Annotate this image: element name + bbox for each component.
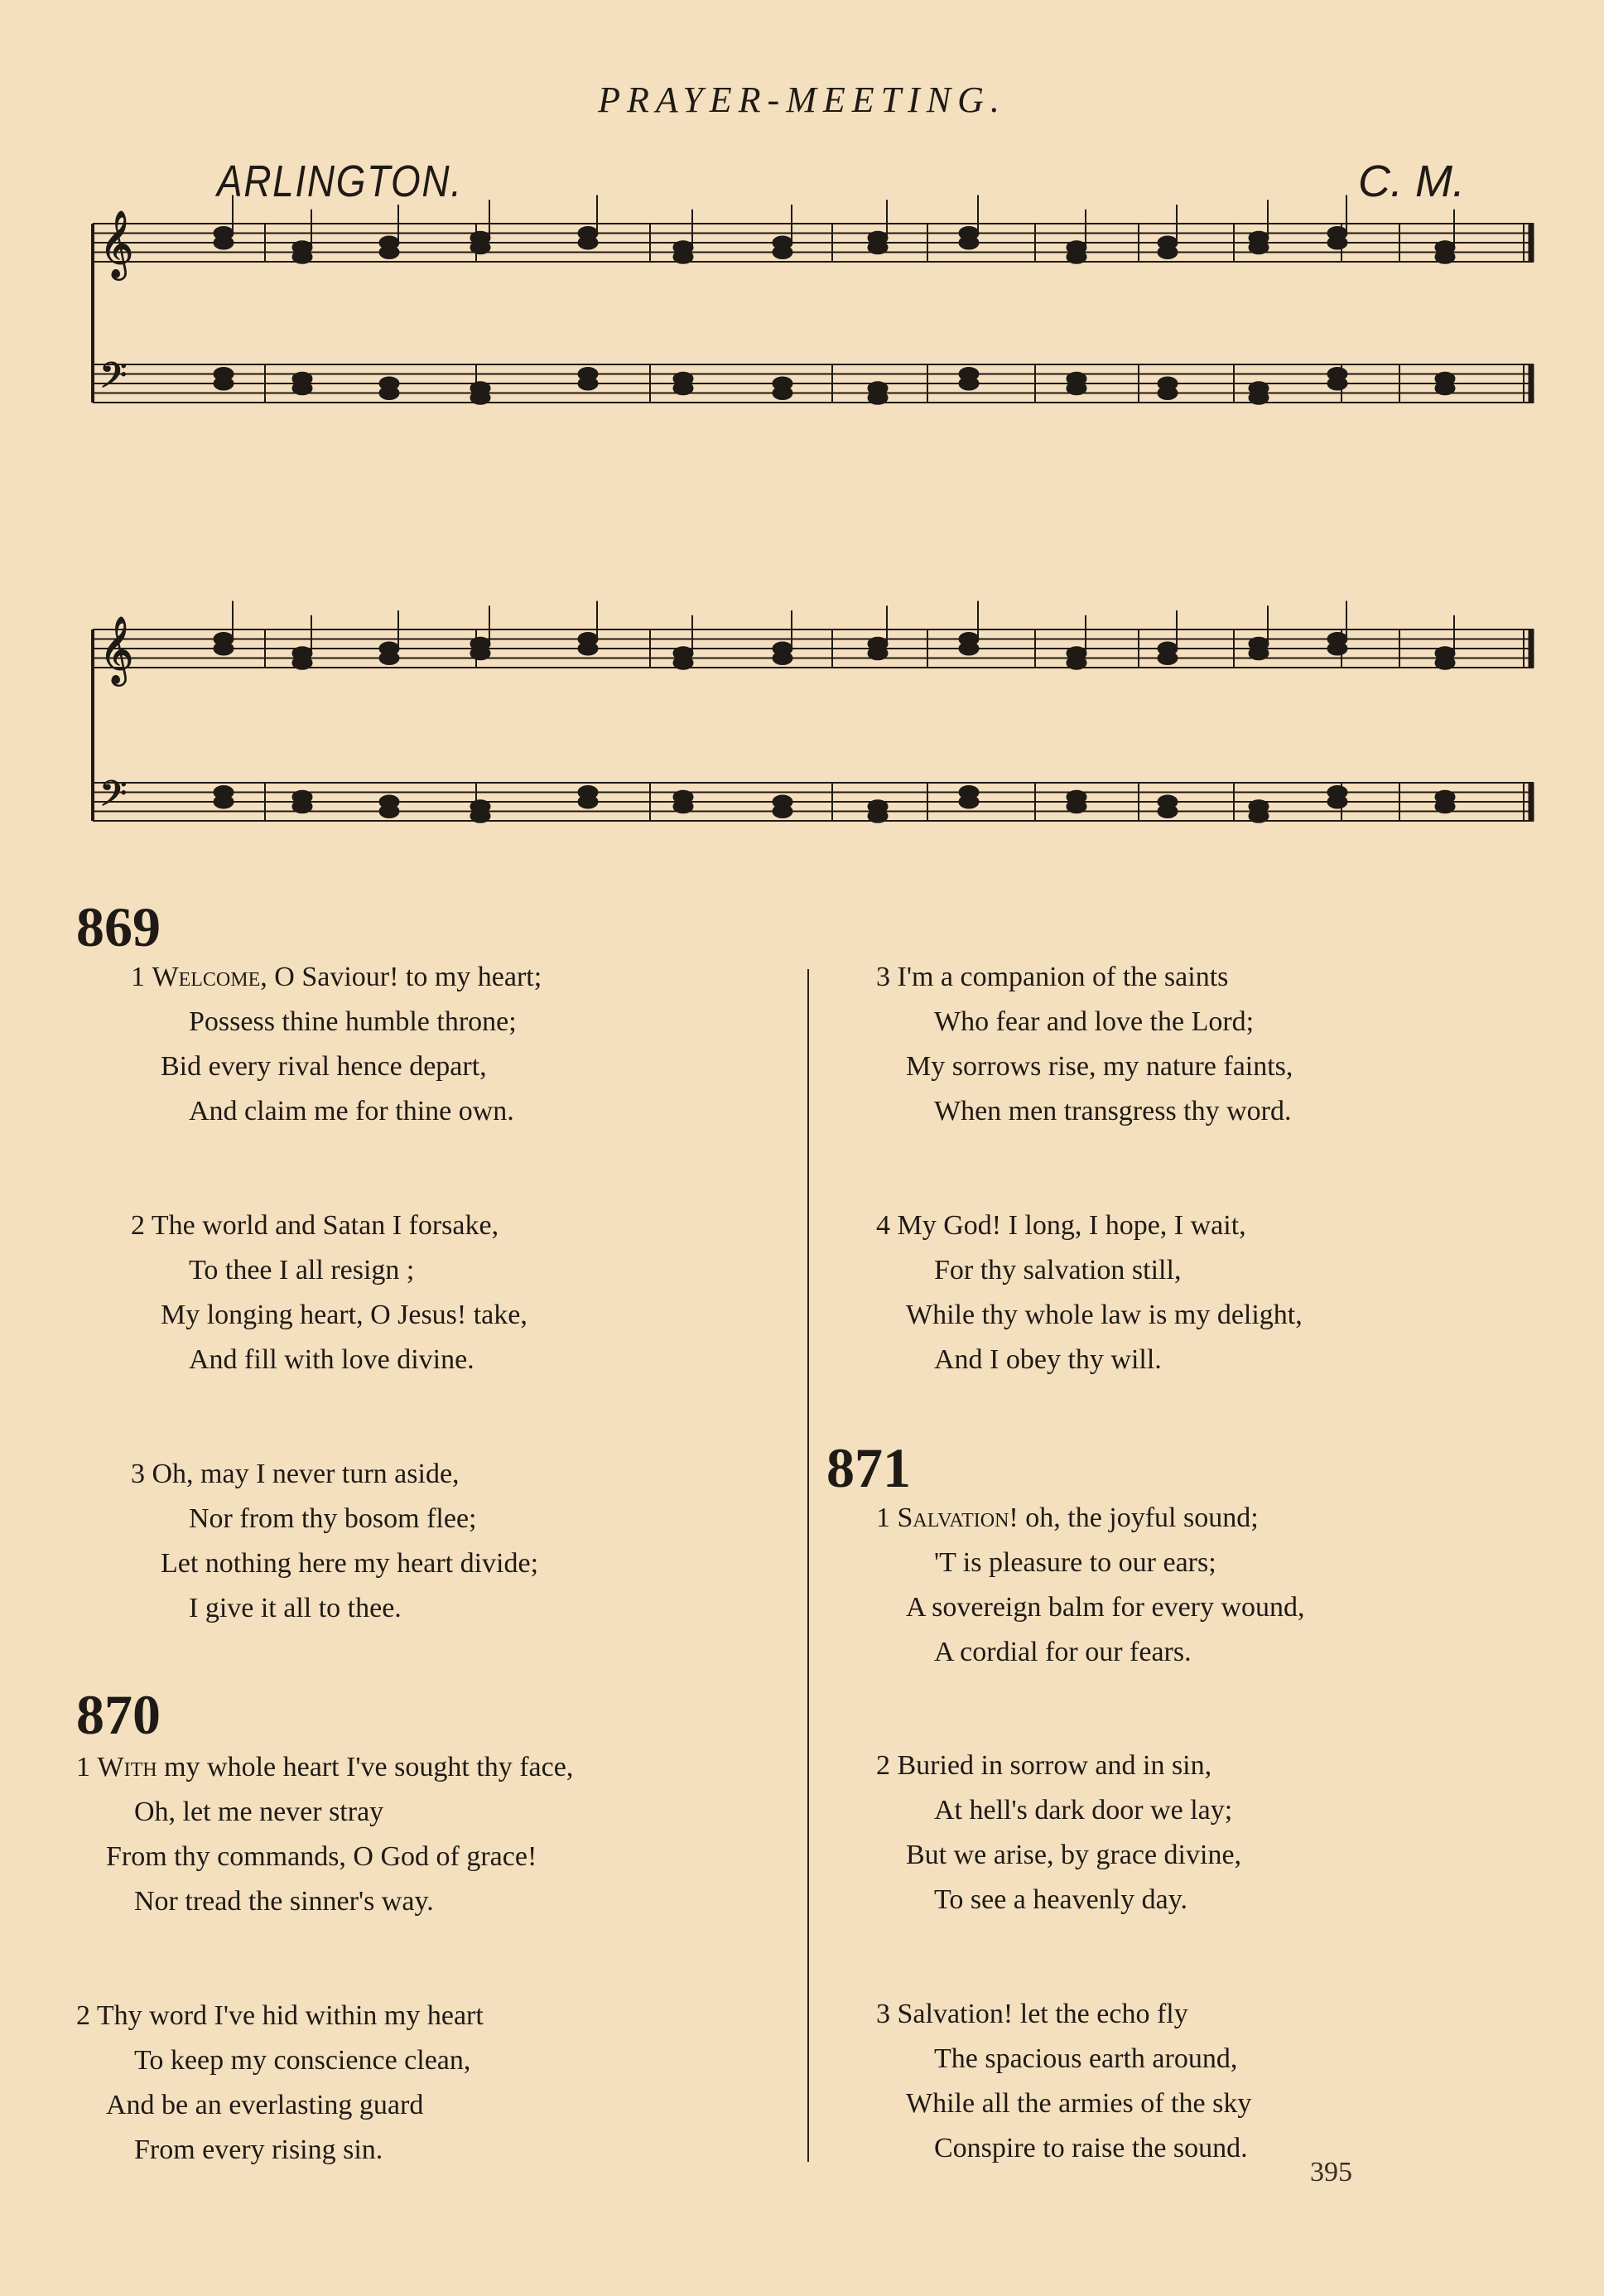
stanza-line: Nor from thy bosom flee; xyxy=(189,1503,477,1534)
note-head xyxy=(1327,377,1347,390)
note-head xyxy=(1158,246,1178,259)
note-head xyxy=(292,382,312,395)
note-head xyxy=(1158,387,1178,400)
note-head xyxy=(470,647,490,660)
note-head xyxy=(292,250,312,263)
stanza-first-line xyxy=(876,1744,1241,1788)
page-number: 395 xyxy=(1310,2157,1352,2187)
stanza-first-line xyxy=(76,1994,484,2038)
stanza xyxy=(131,1452,538,1631)
stanza-first-line xyxy=(76,1745,573,1790)
stanza-line-text: Buried in sorrow and in sin, xyxy=(897,1750,1212,1781)
stanza xyxy=(876,1203,1303,1382)
column-divider xyxy=(807,969,809,2162)
note-head xyxy=(578,795,598,808)
stanza-lead-word: Salvation! xyxy=(897,1503,1019,1533)
stanza-number: 3 xyxy=(876,1999,890,2029)
stanza-line: Nor tread the sinner's way. xyxy=(134,1886,434,1917)
treble-clef-icon: 𝄞 xyxy=(99,615,134,683)
note-head xyxy=(1067,250,1086,263)
stanza-line: To thee I all resign ; xyxy=(189,1255,415,1285)
stanza-number: 2 xyxy=(131,1210,145,1241)
note-head xyxy=(773,652,792,665)
stanza-line: I give it all to thee. xyxy=(189,1593,402,1623)
bass-clef-icon: 𝄢 xyxy=(99,774,128,823)
note-head xyxy=(1067,800,1086,813)
note-head xyxy=(214,642,234,655)
stanza-number: 2 xyxy=(876,1750,890,1781)
note-head xyxy=(470,391,490,404)
stanza-lead-word: With xyxy=(97,1752,157,1782)
hymn-number-870: 870 xyxy=(76,1683,161,1746)
note-head xyxy=(773,387,792,400)
stanza-line: From thy commands, O God of grace! xyxy=(106,1841,537,1872)
stanza-line: For thy salvation still, xyxy=(934,1255,1182,1285)
note-head xyxy=(1435,382,1455,395)
stanza-number: 3 xyxy=(876,962,890,992)
stanza-line: When men transgress thy word. xyxy=(934,1096,1292,1126)
stanza-line: Bid every rival hence depart, xyxy=(161,1051,487,1082)
note-head xyxy=(1249,391,1269,404)
stanza-line: The spacious earth around, xyxy=(934,2043,1238,2074)
stanza-line: Let nothing here my heart divide; xyxy=(161,1548,539,1579)
stanza-line: To see a heavenly day. xyxy=(934,1884,1187,1915)
note-head xyxy=(1327,642,1347,655)
note-head xyxy=(578,642,598,655)
stanza-line: And I obey thy will. xyxy=(934,1344,1162,1375)
bass-clef-icon: 𝄢 xyxy=(99,355,128,405)
stanza-line-text: The world and Satan I forsake, xyxy=(151,1210,499,1241)
note-head xyxy=(868,809,888,822)
stanza-line: Conspire to raise the sound. xyxy=(934,2133,1248,2163)
stanza-first-line xyxy=(131,955,542,1000)
stanza-first-line xyxy=(876,1992,1251,2037)
note-head xyxy=(673,800,693,813)
stanza-line-text: my whole heart I've sought thy face, xyxy=(157,1752,574,1782)
note-head xyxy=(470,241,490,254)
note-head xyxy=(1327,795,1347,808)
note-head xyxy=(214,236,234,249)
stanza-line: And be an everlasting guard xyxy=(106,2090,424,2120)
note-head xyxy=(868,647,888,660)
note-head xyxy=(1249,647,1269,660)
stanza-line: A cordial for our fears. xyxy=(934,1637,1192,1667)
note-head xyxy=(470,809,490,822)
stanza xyxy=(131,955,542,1134)
stanza-line: At hell's dark door we lay; xyxy=(934,1795,1233,1826)
music-staff-icon xyxy=(0,0,1604,911)
stanza-line: And claim me for thine own. xyxy=(189,1096,514,1126)
stanza-first-line xyxy=(131,1452,538,1497)
stanza-line: Who fear and love the Lord; xyxy=(934,1006,1255,1037)
note-head xyxy=(673,382,693,395)
stanza-line: While thy whole law is my delight, xyxy=(906,1300,1303,1330)
stanza-line: And fill with love divine. xyxy=(189,1344,474,1375)
note-head xyxy=(214,377,234,390)
hymn-number-871: 871 xyxy=(826,1436,911,1499)
note-head xyxy=(1249,241,1269,254)
note-head xyxy=(1067,382,1086,395)
note-head xyxy=(773,805,792,818)
stanza-number: 1 xyxy=(76,1752,90,1782)
note-head xyxy=(379,387,399,400)
stanza xyxy=(76,1994,484,2173)
final-bar xyxy=(1529,629,1534,668)
note-head xyxy=(379,652,399,665)
note-head xyxy=(673,250,693,263)
stanza-lead-word: Welcome, xyxy=(152,962,267,992)
stanza-line-text: My God! I long, I hope, I wait, xyxy=(897,1210,1246,1241)
note-head xyxy=(1158,652,1178,665)
stanza-number: 2 xyxy=(76,2000,90,2031)
stanza xyxy=(876,1744,1241,1922)
tune-name: ARLINGTON. xyxy=(217,157,463,206)
note-head xyxy=(379,246,399,259)
stanza-line: But we arise, by grace divine, xyxy=(906,1840,1242,1870)
stanza xyxy=(876,1992,1251,2171)
stanza xyxy=(76,1745,573,1924)
note-head xyxy=(379,805,399,818)
stanza-line-text: Thy word I've hid within my heart xyxy=(96,2000,484,2031)
stanza-line: From every rising sin. xyxy=(134,2134,383,2165)
stanza-line: A sovereign balm for every wound, xyxy=(906,1592,1305,1623)
treble-clef-icon: 𝄞 xyxy=(99,210,134,277)
note-head xyxy=(959,642,979,655)
final-bar xyxy=(1529,783,1534,821)
note-head xyxy=(578,236,598,249)
note-head xyxy=(214,795,234,808)
stanza-line: To keep my conscience clean, xyxy=(134,2045,471,2076)
stanza-line-text: Oh, may I never turn aside, xyxy=(152,1459,460,1489)
note-head xyxy=(1435,800,1455,813)
tune-meter: C. M. xyxy=(1358,157,1465,206)
stanza-first-line xyxy=(876,955,1293,1000)
note-head xyxy=(959,236,979,249)
note-head xyxy=(1158,805,1178,818)
final-bar xyxy=(1529,224,1534,262)
stanza-line: My longing heart, O Jesus! take, xyxy=(161,1300,527,1330)
note-head xyxy=(673,656,693,669)
stanza-line: 'T is pleasure to our ears; xyxy=(934,1547,1216,1578)
stanza-number: 3 xyxy=(131,1459,145,1489)
note-head xyxy=(868,241,888,254)
note-head xyxy=(773,246,792,259)
note-head xyxy=(868,391,888,404)
stanza xyxy=(876,955,1293,1134)
stanza-number: 1 xyxy=(876,1503,890,1533)
note-head xyxy=(1249,809,1269,822)
stanza-line: My sorrows rise, my nature faints, xyxy=(906,1051,1293,1082)
note-head xyxy=(1435,656,1455,669)
hymn-number-869: 869 xyxy=(76,895,161,958)
stanza-first-line xyxy=(876,1496,1305,1541)
stanza-line: Possess thine humble throne; xyxy=(189,1006,517,1037)
note-head xyxy=(578,377,598,390)
stanza-line-text: O Saviour! to my heart; xyxy=(267,962,542,992)
note-head xyxy=(1435,250,1455,263)
note-head xyxy=(292,656,312,669)
stanza xyxy=(876,1496,1305,1675)
note-head xyxy=(959,795,979,808)
note-head xyxy=(959,377,979,390)
stanza-first-line xyxy=(876,1203,1303,1248)
stanza-line-text: Salvation! let the echo fly xyxy=(897,1999,1188,2029)
stanza-number: 1 xyxy=(131,962,145,992)
stanza-line: While all the armies of the sky xyxy=(906,2088,1252,2119)
stanza-first-line xyxy=(131,1203,527,1248)
note-head xyxy=(292,800,312,813)
stanza-line: Oh, let me never stray xyxy=(134,1797,384,1827)
stanza-number: 4 xyxy=(876,1210,890,1241)
note-head xyxy=(1067,656,1086,669)
running-head: PRAYER-MEETING. xyxy=(598,80,1006,120)
stanza xyxy=(131,1203,527,1382)
stanza-line-text: I'm a companion of the saints xyxy=(897,962,1229,992)
stanza-line-text: oh, the joyful sound; xyxy=(1018,1503,1259,1533)
final-bar xyxy=(1529,364,1534,403)
note-head xyxy=(1327,236,1347,249)
